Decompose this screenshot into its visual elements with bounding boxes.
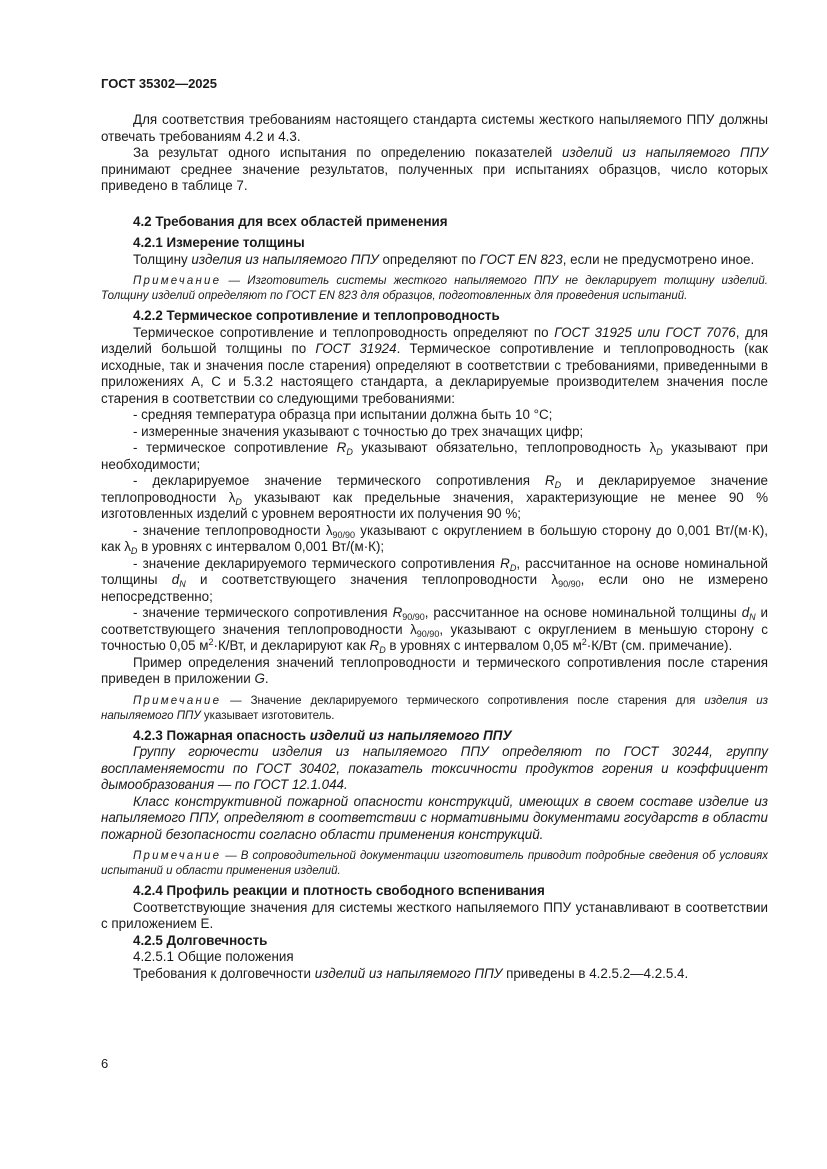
section-4-2-3-note: Примечание — В сопроводительной документации изготовитель приводит подробные сведения об условиях испытаний и области применения изделий. xyxy=(101,850,768,877)
section-4-2-2-paragraph-1: Термическое сопротивление и теплопроводность определяют по ГОСТ 31925 или ГОСТ 7076, для изделий большой толщины по ГОСТ 31924. Термическое сопротивление и теплопроводность (как исходные, так и значения после старения) определяют в соответствии с требованиями, приведенными в приложениях А, С и 5.3.2 настоящего стандарта, а декларируемые производителем значения после старения в соответствии со следующими требованиями: xyxy=(101,324,768,406)
list-item: - значение термического сопротивления $R_{90/90}$, рассчитанное на основе номинальной толщины $d_N$ и соответствующего значения теплопроводности $\lambda_{90/90}$, указывают с округлением в меньшую сторону с точностью 0,05 $м^2\cdot К/Вт$, и декларируют как $R_D$ в уровнях с интервалом 0,05 $м^2\cdot К/Вт$ (см. примечание). xyxy=(101,605,769,655)
intro-paragraph-2: За результат одного испытания по определению показателей изделий из напыляемого ППУ принимают среднее значение результатов, полученных при испытаниях образцов, число которых приведено в таблице 7. xyxy=(101,145,768,193)
section-4-2-5-paragraph: Требования к долговечности изделий из напыляемого ППУ приведены в 4.2.5.2—4.2.5.4. xyxy=(133,965,689,981)
section-4-2-2-heading: 4.2.2 Термическое сопротивление и теплопроводность xyxy=(133,308,500,323)
section-4-2-3-paragraph-1: Группу горючести изделия из напыляемого ППУ определяют по ГОСТ 30244, группу воспламеняемости по ГОСТ 30402, показатель токсичности продуктов горения и коэффициент дымообразования — по ГОСТ 12.1.044. xyxy=(101,744,768,792)
section-4-2-1-note: Примечание — Изготовитель системы жесткого напыляемого ППУ не декларирует толщину изделий. Толщину изделий определяют по ГОСТ EN 823 для образцов, подготовленных для проведения испытаний. xyxy=(101,275,768,302)
section-4-2-4-paragraph: Соответствующие значения для системы жесткого напыляемого ППУ устанавливают в соответствии с приложением Е. xyxy=(101,899,768,931)
section-4-2-5-1-heading: 4.2.5.1 Общие положения xyxy=(133,949,294,964)
list-item: - измеренные значения указывают с точностью до трех значащих цифр; xyxy=(133,423,584,439)
list-item: - термическое сопротивление $R_D$ указывают обязательно, теплопроводность $\lambda_D$ указывают при необходимости; xyxy=(101,440,768,472)
section-4-2-1-paragraph: Толщину изделия из напыляемого ППУ определяют по ГОСТ EN 823, если не предусмотрено иное. xyxy=(133,251,755,267)
section-4-2-3-heading: 4.2.3 Пожарная опасность изделий из напыляемого ППУ xyxy=(133,727,512,743)
list-item: - декларируемое значение термического сопротивления $R_D$ и декларируемое значение теплопроводности $\lambda_D$ указывают как предельные значения, характеризующие не менее 90 % изготовленных изделий с уровнем вероятности их получения 90 %; xyxy=(101,473,769,521)
document-code: ГОСТ 35302—2025 xyxy=(101,76,217,91)
section-4-2-2-paragraph-2: Пример определения значений теплопроводности и термического сопротивления после старения приведен в приложении G. xyxy=(101,654,768,686)
page-number: 6 xyxy=(101,1056,109,1071)
list-item: - средняя температура образца при испытании должна быть 10 °С; xyxy=(133,407,553,422)
section-4-2-2-note: Примечание — Значение декларируемого термического сопротивления после старения для изделия из напыляемого ППУ указывает изготовитель. xyxy=(101,694,768,722)
intro-paragraph-1: Для соответствия требованиям настоящего стандарта системы жесткого напыляемого ППУ должны отвечать требованиям 4.2 и 4.3. xyxy=(101,112,768,144)
section-4-2-5-heading: 4.2.5 Долговечность xyxy=(133,932,268,948)
list-item: - значение теплопроводности $\lambda_{90/90}$ указывают с округлением в большую сторону до 0,001 Вт/(м·К), как $\lambda_D$ в уровнях с интервалом 0,001 Вт/(м·К); xyxy=(101,522,768,556)
section-4-2-4-heading: 4.2.4 Профиль реакции и плотность свободного вспенивания xyxy=(133,883,545,898)
section-4-2-1-heading: 4.2.1 Измерение толщины xyxy=(133,235,305,250)
section-4-2-heading: 4.2 Требования для всех областей применения xyxy=(133,213,448,229)
section-4-2-3-paragraph-2: Класс конструктивной пожарной опасности конструкций, имеющих в своем составе изделие из напыляемого ППУ, определяют в соответствии с нормативными документами государств в области пожарной безопасности согласно области применения конструкций. xyxy=(101,793,768,842)
page-body xyxy=(101,112,768,982)
list-item: - значение декларируемого термического сопротивления $R_D$, рассчитанное на основе номинальной толщины $d_N$ и соответствующего значения теплопроводности $\lambda_{90/90}$, если оно не измерено непосредственно; xyxy=(101,555,769,604)
